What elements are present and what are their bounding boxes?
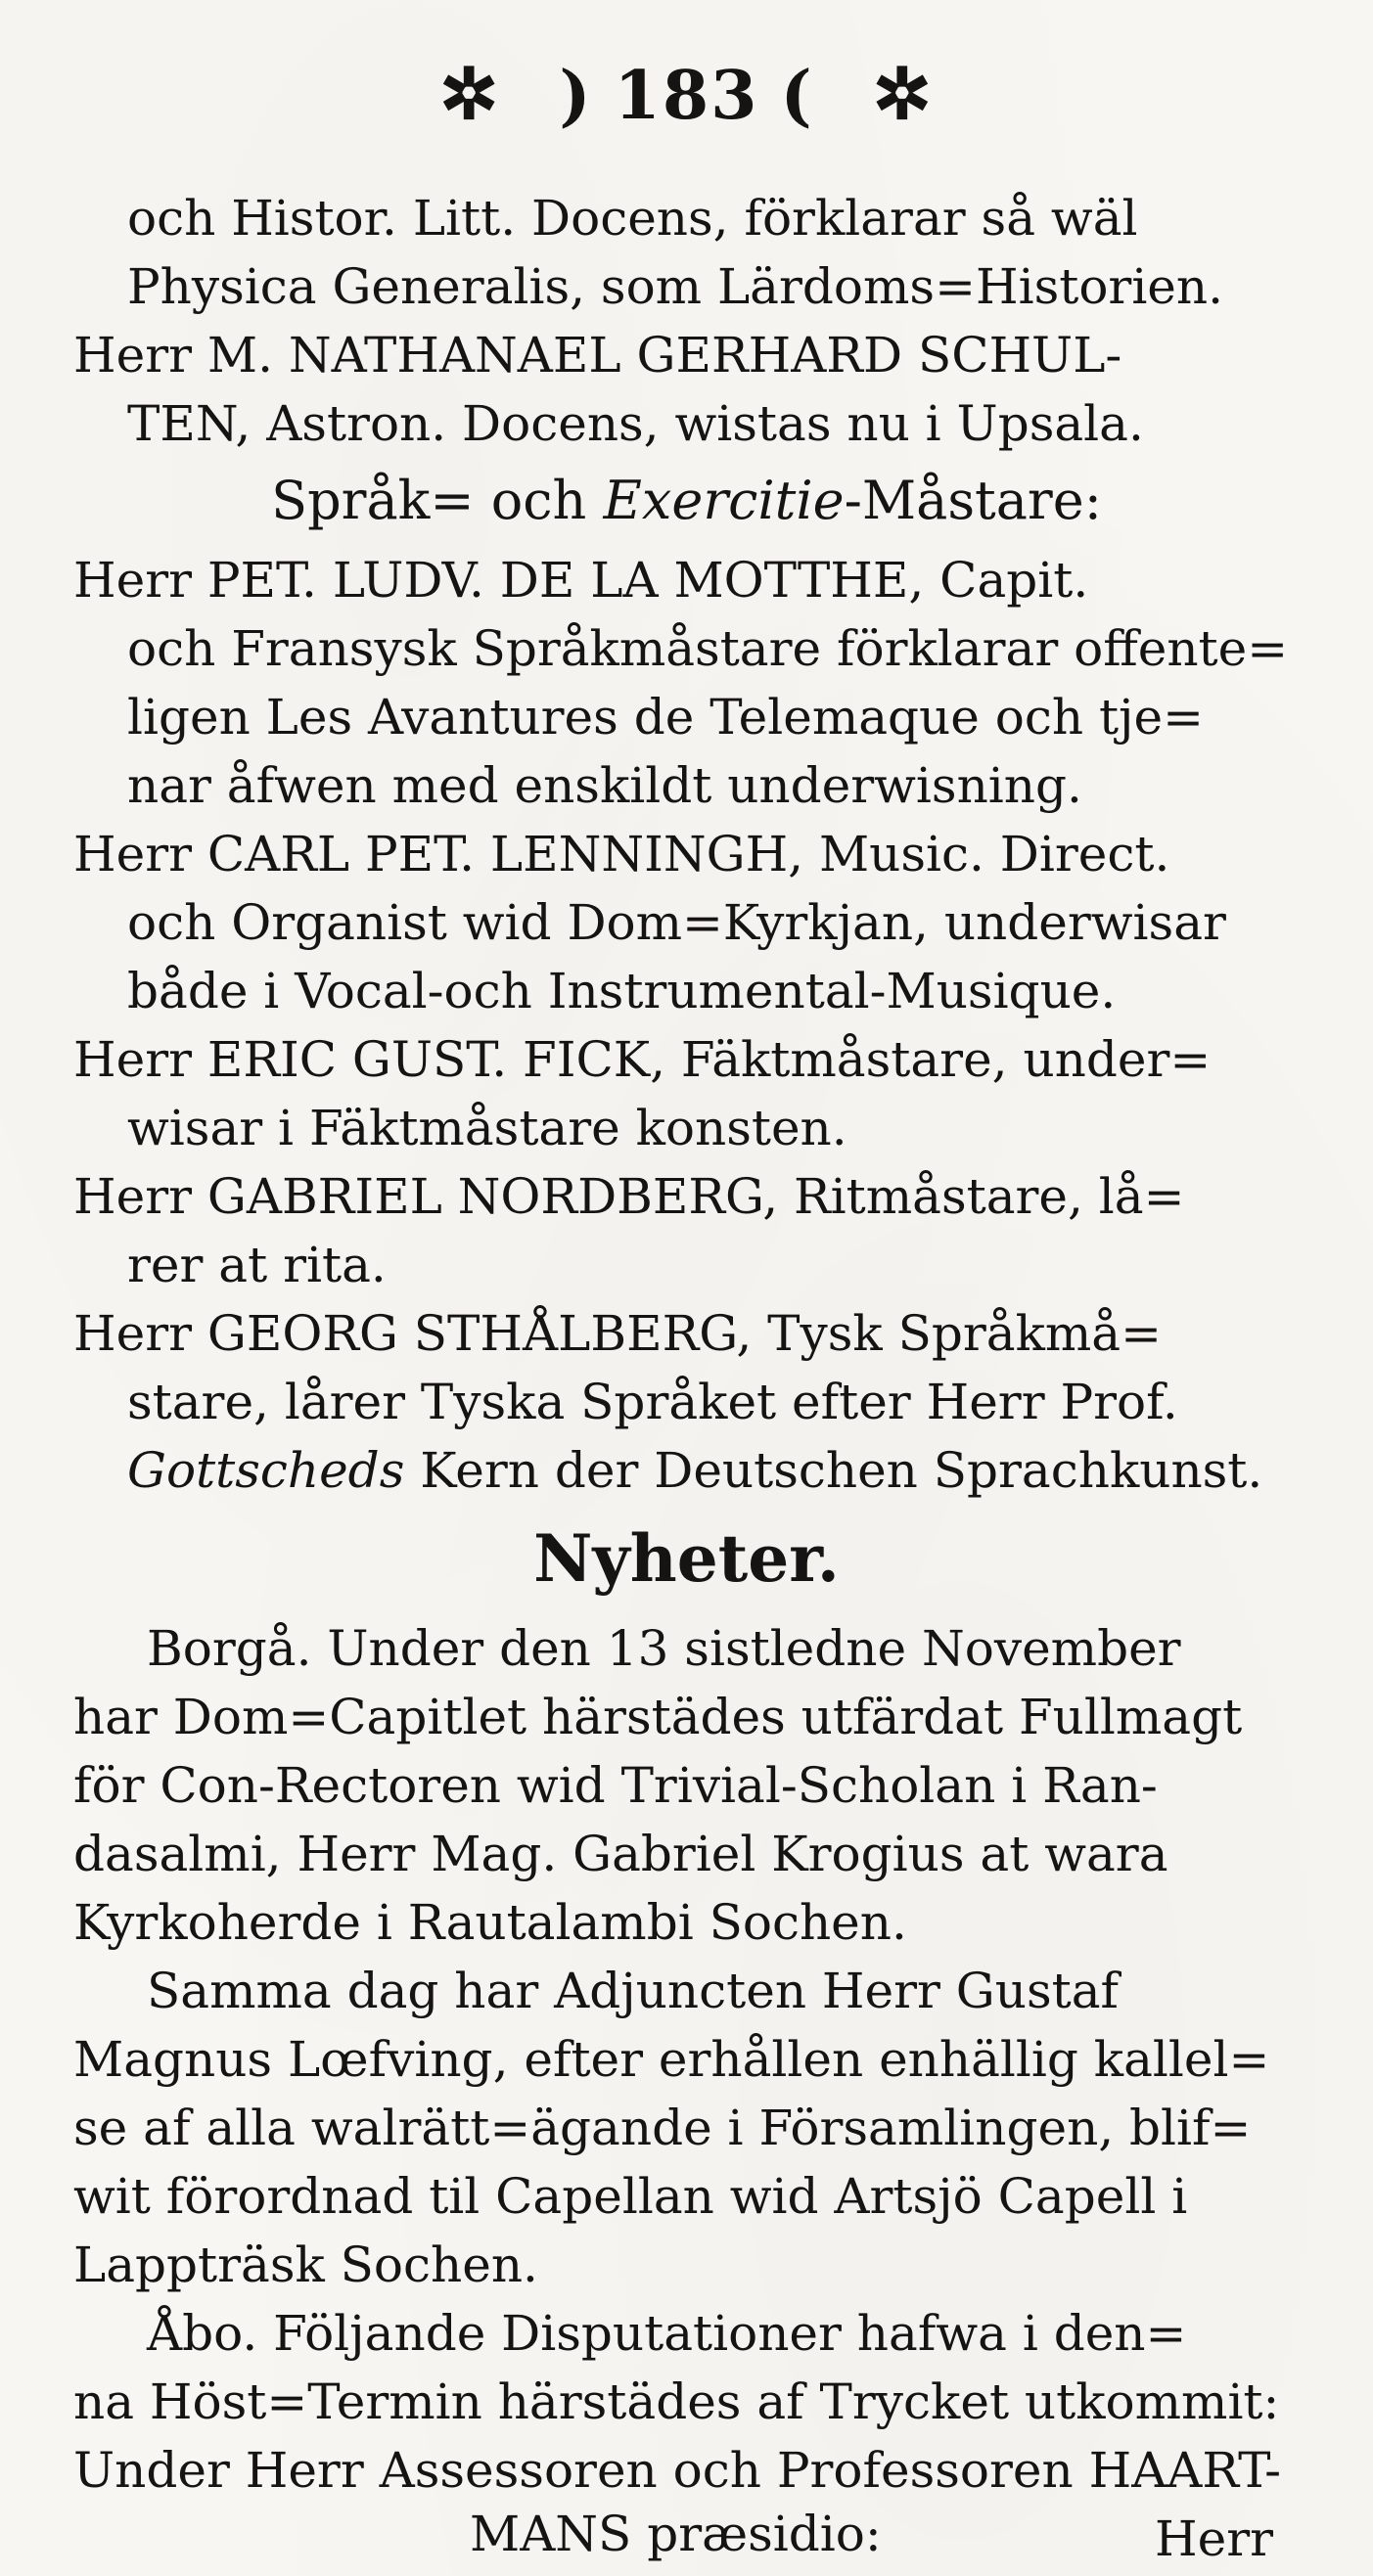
page-number: 183 <box>614 57 759 135</box>
header-paren-right: ( <box>780 57 814 135</box>
catchword: Herr <box>1155 2510 1273 2567</box>
text-line: Magnus Lœfving, efter erhållen enhällig kallel= <box>73 2031 1270 2088</box>
text-line: MANS præsidio: <box>470 2506 882 2562</box>
ornament-right: ✲ <box>872 52 934 135</box>
text-line: Herr GEORG STHÅLBERG, Tysk Språkmå= <box>73 1305 1162 1362</box>
text-line: na Höst=Termin härstädes af Trycket utkommit: <box>73 2373 1280 2430</box>
section-heading-sprakmastare <box>0 470 1373 531</box>
text-line: Herr CARL PET. LENNINGH, Music. Direct. <box>73 826 1170 882</box>
text-line: se af alla walrätt=ägande i Församlingen, blif= <box>73 2100 1252 2156</box>
header-paren-left: ) <box>559 57 593 135</box>
text-line: stare, lårer Tyska Språket efter Herr Prof. <box>127 1374 1178 1430</box>
page-header <box>0 52 1373 135</box>
text-line: Herr M. NATHANAEL GERHARD SCHUL- <box>73 327 1122 384</box>
text-line: TEN, Astron. Docens, wistas nu i Upsala. <box>127 395 1144 452</box>
text-line-gottsched <box>127 1442 1263 1499</box>
text-line: dasalmi, Herr Mag. Gabriel Krogius at wara <box>73 1826 1168 1882</box>
text-line: Herr PET. LUDV. DE LA MOTTHE, Capit. <box>73 552 1089 609</box>
book-title: Kern der Deutschen Sprachkunst. <box>404 1442 1263 1499</box>
text-line: och Fransysk Språkmåstare förklarar offente= <box>127 620 1289 677</box>
text-line: ligen Les Avantures de Telemaque och tje= <box>127 689 1205 746</box>
ornament-left: ✲ <box>439 52 501 135</box>
text-line: Herr GABRIEL NORDBERG, Ritmåstare, lå= <box>73 1168 1185 1225</box>
section-heading-nyheter: Nyheter. <box>533 1520 840 1597</box>
text-line: för Con-Rectoren wid Trivial-Scholan i Ran- <box>73 1757 1158 1814</box>
text-line: wit förordnad til Capellan wid Artsjö Capell i <box>73 2168 1188 2225</box>
text-line: wisar i Fäktmåstare konsten. <box>127 1100 847 1156</box>
text-line: både i Vocal-och Instrumental-Musique. <box>127 963 1117 1019</box>
text-line: Herr ERIC GUST. FICK, Fäktmåstare, under= <box>73 1031 1212 1088</box>
text-line: Physica Generalis, som Lärdoms=Historien. <box>127 258 1223 315</box>
book-author: Gottscheds <box>127 1442 405 1499</box>
text-line: Lappträsk Sochen. <box>73 2237 538 2293</box>
text-line: Borgå. Under den 13 sistledne November <box>147 1620 1181 1677</box>
text-line: Åbo. Följande Disputationer hafwa i den= <box>147 2305 1187 2362</box>
text-line: Under Herr Assessoren och Professoren HAART- <box>73 2442 1281 2499</box>
heading-part: -Måstare: <box>844 470 1102 531</box>
heading-part: Språk= och <box>271 470 604 531</box>
text-line: Kyrkoherde i Rautalambi Sochen. <box>73 1894 907 1951</box>
text-line: och Histor. Litt. Docens, förklarar så wäl <box>127 190 1138 247</box>
text-line: Samma dag har Adjuncten Herr Gustaf <box>147 1963 1120 2019</box>
text-line: nar åfwen med enskildt underwisning. <box>127 757 1082 814</box>
text-line: har Dom=Capitlet härstädes utfärdat Fullmagt <box>73 1689 1243 1745</box>
text-line: och Organist wid Dom=Kyrkjan, underwisar <box>127 894 1226 951</box>
text-line: rer at rita. <box>127 1237 387 1293</box>
heading-part-italic: Exercitie <box>603 470 845 531</box>
